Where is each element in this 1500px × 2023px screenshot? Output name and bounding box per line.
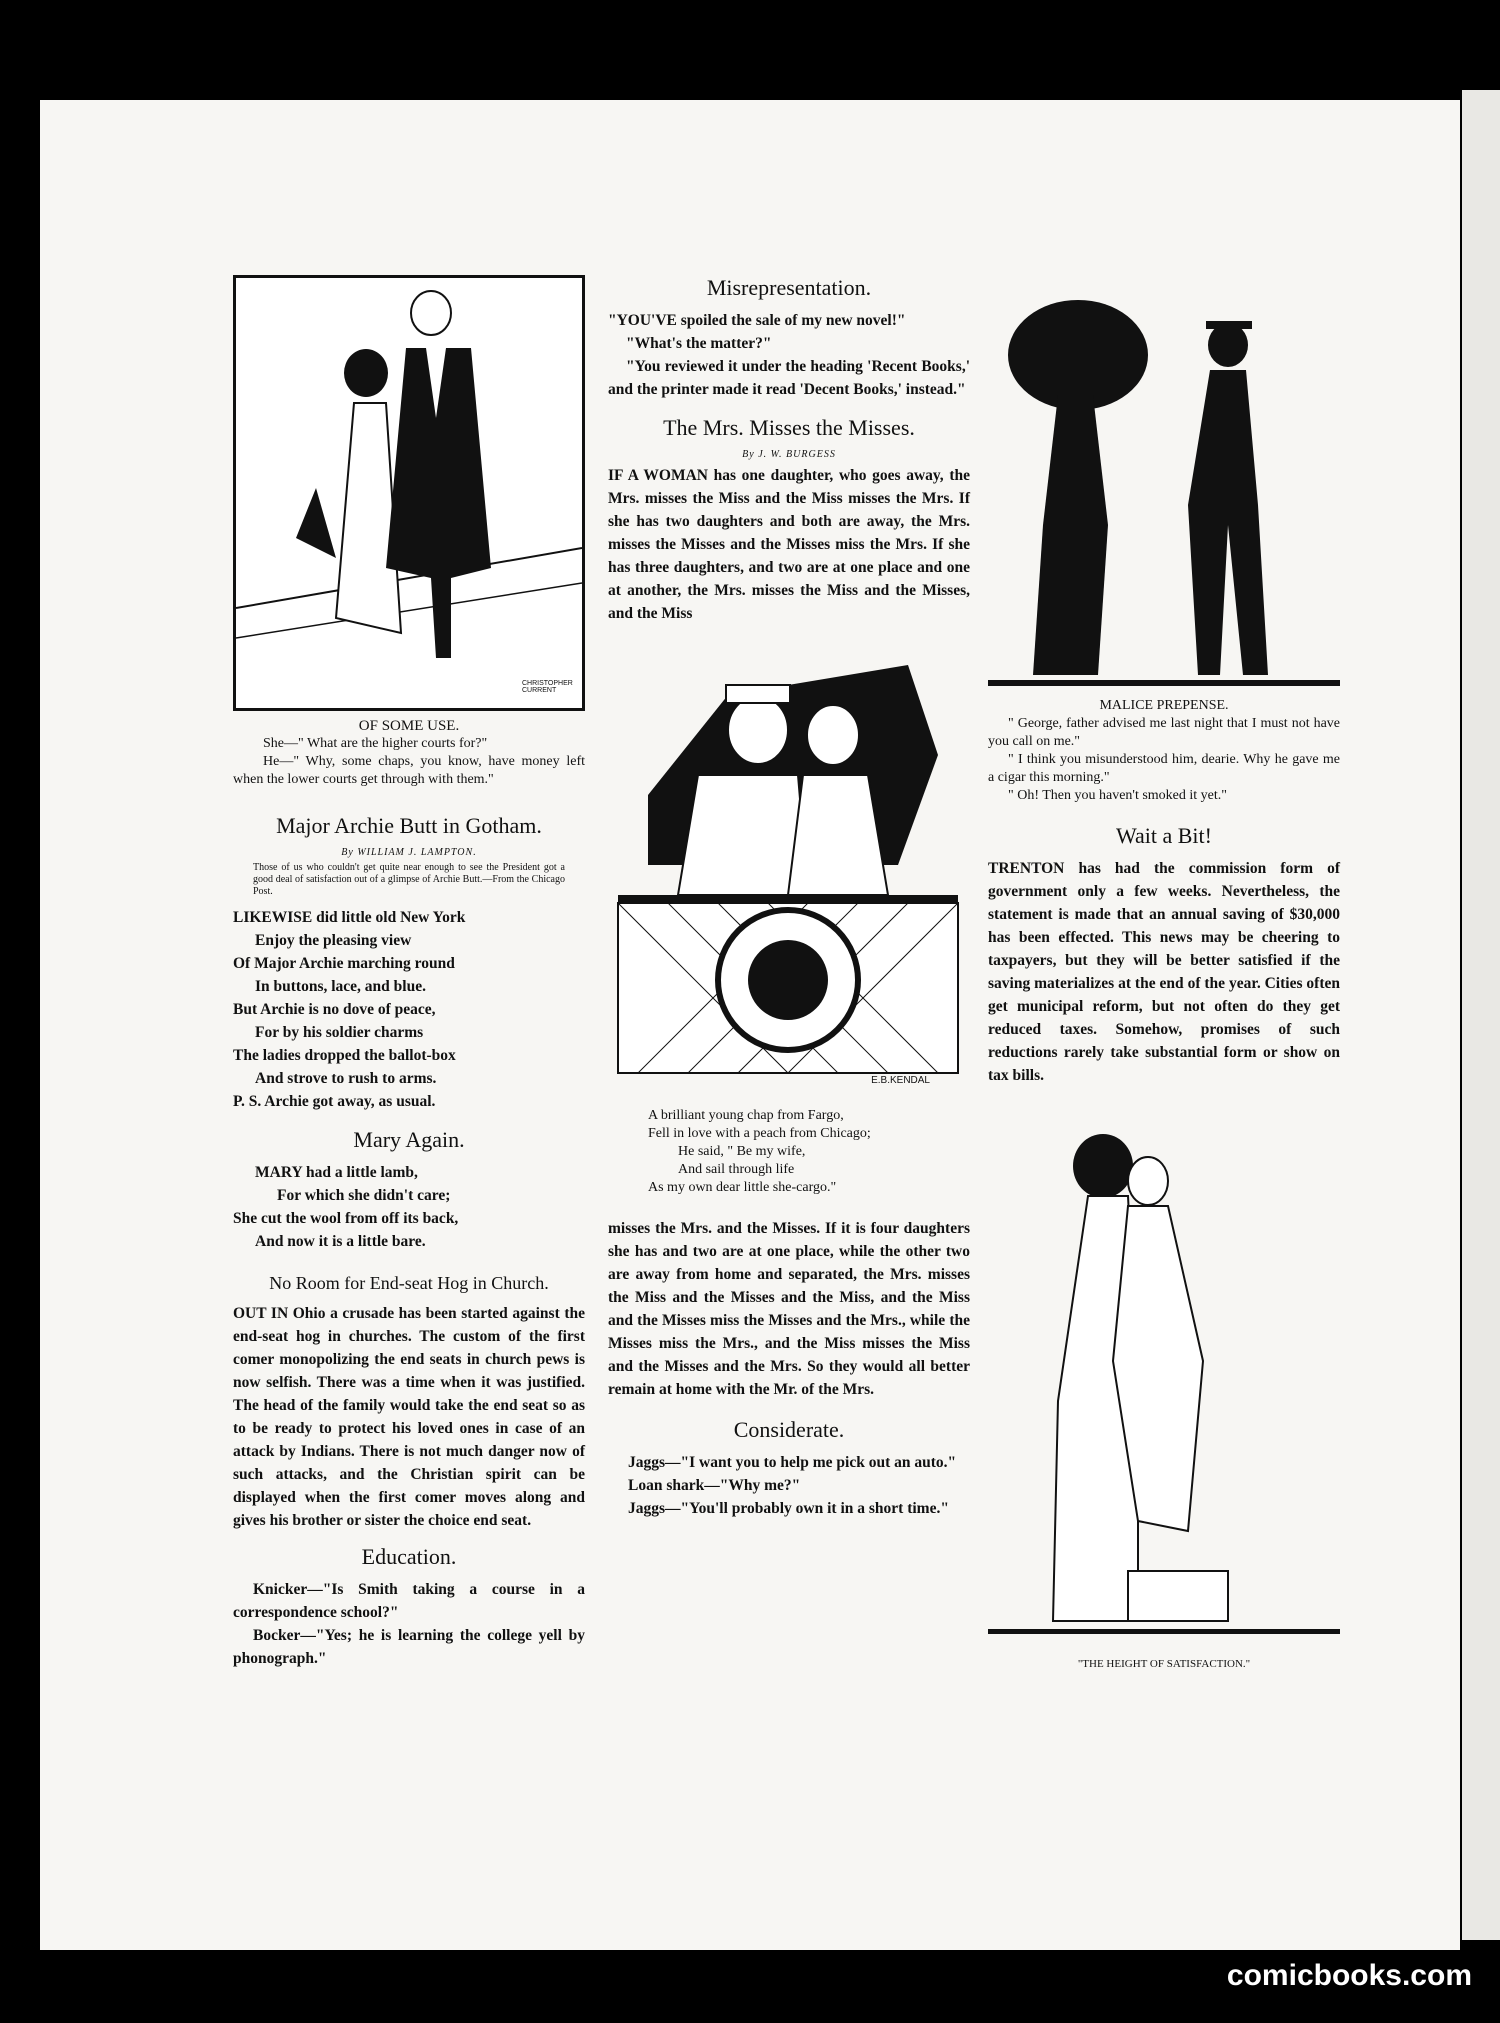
poem-line: Enjoy the pleasing view — [255, 932, 412, 949]
malice-line: " George, father advised me last night that I must not have you call on me." — [988, 716, 1340, 749]
archie-poem — [233, 906, 585, 1113]
considerate-line: Jaggs—"I want you to help me pick out an auto." — [628, 1454, 957, 1471]
poem-line: LIKEWISE did little old New York — [233, 909, 466, 926]
archie-title: Major Archie Butt in Gotham. — [276, 813, 542, 838]
mrs-byline: By J. W. BURGESS — [742, 449, 836, 460]
cartoon-caption-title: OF SOME USE. — [358, 718, 460, 734]
noroom-title: No Room for End-seat Hog in Church. — [269, 1273, 549, 1293]
poem-line: But Archie is no dove of peace, — [233, 1001, 436, 1018]
archie-epigraph: Those of us who couldn't get quite near enough to see the President got a good deal of satisfaction out of a glimpse of Archie Butt.—From the Chicago Post. — [253, 862, 565, 897]
education-line: Knicker—"Is Smith taking a course in a correspondence school?" — [233, 1581, 585, 1621]
poem-line: MARY had a little lamb, — [255, 1164, 418, 1181]
poem-line: The ladies dropped the ballot-box — [233, 1047, 456, 1064]
cartoon-sailor-couple — [608, 635, 970, 1105]
cartoon-of-some-use — [233, 275, 585, 711]
misrep-line: "You reviewed it under the heading 'Recent Books,' and the printer made it read 'Decent Books,' instead." — [608, 358, 970, 398]
column-right — [988, 275, 1340, 1673]
mrs-body-part1: IF A WOMAN has one daughter, who goes away, the Mrs. misses the Miss and the Miss misses the Mrs. If she has two daughters and both are away, the Mrs. misses the Misses and the Misses miss the Mrs. If she has three daughters, and two are at one place and one at another, the Mrs. misses the Miss and the Misses, and the Miss — [608, 467, 970, 622]
column-middle — [608, 265, 970, 1520]
wait-body: TRENTON has had the commission form of government only a few weeks. Nevertheless, the statement is made that an annual saving of $30,000 has been effected. This news may be cheering to taxpayers, but they will be better satisfied if the saving materializes at the end of the year. Cities often get municipal reform, but not often do they get reduced taxes. Somehow, promises of such reductions rarely take substantial form or show on tax bills. — [988, 860, 1340, 1084]
kiss-illustration — [988, 1101, 1340, 1651]
poem-line: She cut the wool from off its back, — [233, 1210, 459, 1227]
limerick-line: Fell in love with a peach from Chicago; — [648, 1126, 871, 1141]
couple-illustration — [236, 278, 582, 708]
poem-line: In buttons, lace, and blue. — [255, 978, 426, 995]
limerick-line: As my own dear little she-cargo." — [648, 1180, 837, 1195]
facing-page-edge — [1462, 90, 1500, 1940]
kiss-caption: "THE HEIGHT OF SATISFACTION." — [1077, 1658, 1251, 1670]
education-line: Bocker—"Yes; he is learning the college yell by phonograph." — [233, 1627, 585, 1667]
wait-title: Wait a Bit! — [1116, 823, 1212, 848]
mary-title: Mary Again. — [353, 1127, 465, 1152]
malice-title: MALICE PREPENSE. — [1099, 698, 1229, 713]
column-left — [233, 275, 585, 1670]
limerick-line: And sail through life — [678, 1162, 795, 1177]
mrs-body-part2: misses the Mrs. and the Misses. If it is four daughters she has and two are at one place, while the other two are away from home and separated, the Mrs. misses the Miss and the Misses and the Miss, and the Miss and the Misses miss the Misses and the Mrs., while the Misses miss the Mrs., and the Miss misses the Miss and the Misses and the Mrs. So they would all better remain at home with the Mr. of the Mrs. — [608, 1220, 970, 1398]
poem-line: For by his soldier charms — [255, 1024, 424, 1041]
cartoon-caption-line: She—" What are the higher courts for?" — [263, 736, 488, 751]
archie-byline: By WILLIAM J. LAMPTON. — [341, 847, 477, 858]
mrs-title: The Mrs. Misses the Misses. — [663, 415, 915, 440]
mary-poem — [233, 1161, 585, 1253]
artist-signature: CHRISTOPHER CURRENT — [522, 680, 573, 694]
silhouette-illustration — [988, 275, 1340, 695]
silhouette-cartoon — [988, 275, 1340, 695]
poem-line: For which she didn't care; — [277, 1187, 451, 1204]
sailor-illustration — [608, 635, 970, 1105]
malice-line: " Oh! Then you haven't smoked it yet." — [1008, 788, 1227, 803]
misrep-title: Misrepresentation. — [706, 275, 872, 300]
noroom-body: OUT IN Ohio a crusade has been started against the end-seat hog in churches. The custom of the first comer monopolizing the end seats in church pews is now selfish. There was a time when it was justified. The head of the family would take the end seat so as to be ready to protect his loved ones in case of an attack by Indians. There is not much danger now of such attacks, and the Christian spirit can be displayed when the first comer moves along and gives his brother or sister the choice end seat. — [233, 1305, 585, 1529]
limerick-line: He said, " Be my wife, — [678, 1144, 806, 1159]
poem-line: And now it is a little bare. — [255, 1233, 426, 1250]
considerate-line: Loan shark—"Why me?" — [628, 1477, 801, 1494]
considerate-title: Considerate. — [733, 1417, 845, 1442]
poem-line: P. S. Archie got away, as usual. — [233, 1093, 436, 1110]
poem-line: Of Major Archie marching round — [233, 955, 455, 972]
poem-line: And strove to rush to arms. — [255, 1070, 437, 1087]
site-watermark: comicbooks.com — [1226, 1959, 1472, 1992]
cartoon-caption-line: He—" Why, some chaps, you know, have money left when the lower courts get through with them." — [233, 754, 585, 787]
limerick — [608, 1107, 970, 1197]
kiss-cartoon — [988, 1101, 1340, 1651]
misrep-line: "YOU'VE spoiled the sale of my new novel!" — [608, 312, 906, 329]
misrep-line: "What's the matter?" — [626, 335, 772, 352]
considerate-line: Jaggs—"You'll probably own it in a short time." — [628, 1500, 949, 1517]
education-title: Education. — [361, 1544, 457, 1569]
limerick-line: A brilliant young chap from Fargo, — [648, 1108, 844, 1123]
cartoon-signature: E.B.KENDAL — [871, 1075, 930, 1086]
malice-line: " I think you misunderstood him, dearie. Why he gave me a cigar this morning." — [988, 752, 1340, 785]
